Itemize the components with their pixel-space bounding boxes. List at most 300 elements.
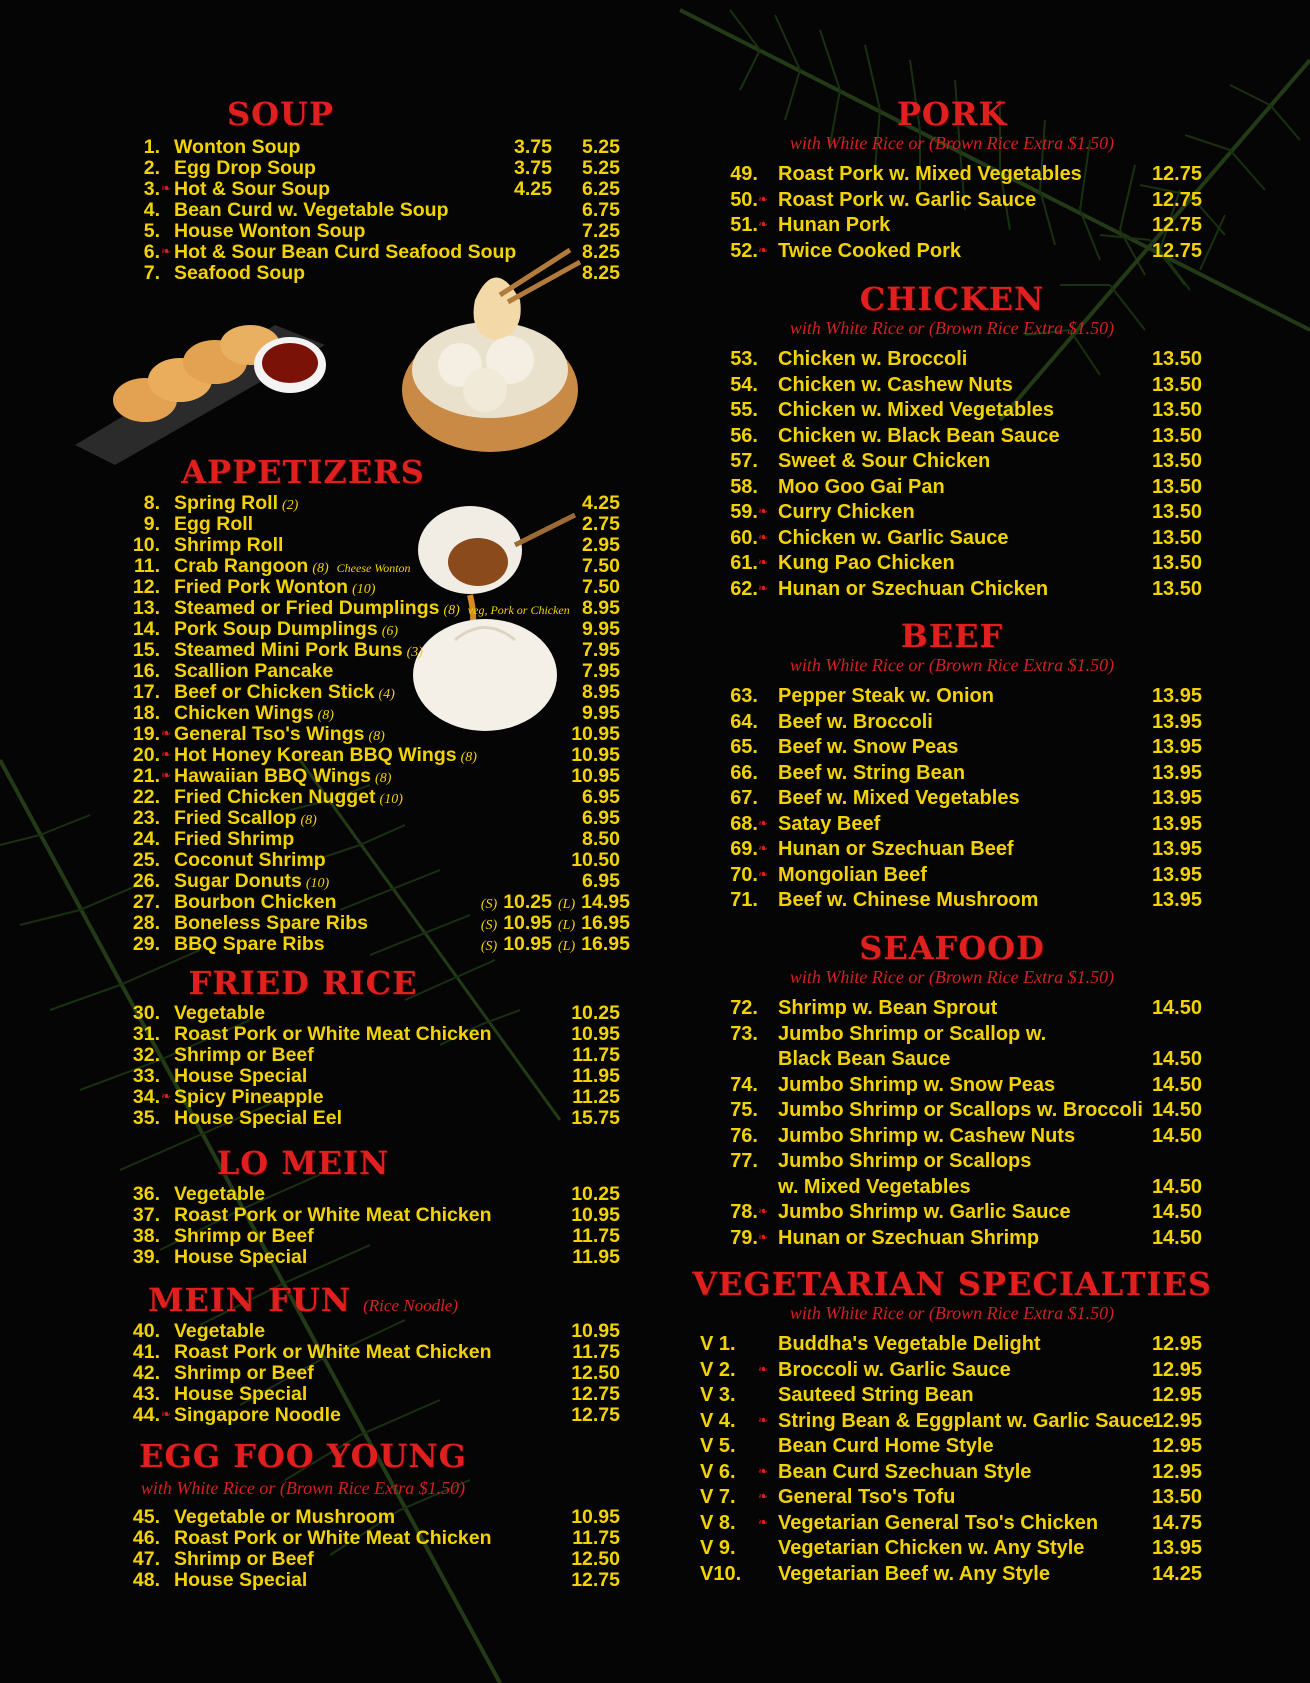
item-name [778, 1536, 1084, 1562]
menu-item [108, 933, 630, 955]
item-number: V 9. [700, 1537, 736, 1559]
item-price: 13.95 [1151, 710, 1202, 733]
item-number: 49. [730, 163, 758, 185]
item-price [558, 1342, 620, 1363]
menu-item [702, 812, 1222, 838]
item-name [174, 1045, 314, 1066]
price-value: 6.25 [582, 178, 620, 200]
menu-item [108, 891, 630, 913]
menu-item [108, 682, 620, 703]
item-name [778, 735, 958, 761]
item-name-text: Vegetarian General Tso's Chicken [778, 1511, 1099, 1534]
item-quantity: (10) [379, 792, 403, 807]
item-quantity: (8) [375, 771, 392, 786]
item-number: 72. [730, 997, 758, 1019]
item-price [558, 640, 620, 661]
menu-item [108, 1405, 620, 1426]
item-quantity: (10) [352, 582, 376, 597]
menu-item [702, 1098, 1222, 1124]
item-name [778, 1409, 1154, 1435]
menu-item [702, 398, 1222, 424]
item-price: 12.75 [1151, 214, 1202, 236]
item-name [778, 424, 1060, 450]
item-price [558, 242, 620, 263]
item-price: 14.25 [1151, 1562, 1202, 1585]
item-number: 6. [143, 241, 160, 263]
item-name [174, 1226, 314, 1247]
item-price [558, 766, 620, 787]
menu-list [108, 492, 630, 955]
item-name [174, 934, 325, 955]
size-label-large: (L) [558, 939, 576, 954]
item-price: 14.50 [1151, 1099, 1202, 1121]
price-value: 12.75 [571, 1569, 620, 1591]
item-name-text: Egg Drop Soup [174, 157, 316, 179]
chili-pepper-icon: ❧ [758, 1489, 769, 1503]
item-name-text: House Special Eel [174, 1107, 342, 1129]
item-price [558, 1108, 620, 1129]
chili-pepper-icon: ❧ [758, 841, 769, 855]
item-name-text: Beef w. Chinese Mushroom [778, 889, 1039, 911]
item-name-text: Roast Pork or White Meat Chicken [174, 1527, 492, 1549]
mein-fun-section [108, 1281, 620, 1426]
item-price [558, 493, 620, 514]
chili-pepper-icon: ❧ [161, 1089, 172, 1103]
item-price: 14.50 [1151, 1226, 1202, 1249]
item-name-text: Shrimp or Beef [174, 1548, 314, 1570]
price-value: 6.75 [582, 199, 620, 221]
item-name-text: Steamed or Fried Dumplings [174, 597, 440, 619]
item-price: 13.50 [1151, 373, 1202, 396]
item-number: 78. [730, 1201, 758, 1223]
item-name-text: Shrimp w. Bean Sprout [778, 997, 998, 1019]
price-value: 15.75 [571, 1107, 620, 1129]
item-name [174, 221, 365, 242]
menu-item [702, 996, 1222, 1022]
item-name-text: Hunan or Szechuan Beef [778, 838, 1014, 860]
item-number: 14. [132, 618, 160, 640]
item-price: 13.50 [1151, 424, 1202, 447]
price-value: 10.95 [571, 1204, 620, 1226]
item-name [174, 535, 283, 556]
item-number: 69. [730, 838, 758, 860]
item-name-text: String Bean & Eggplant w. Garlic Sauce [778, 1409, 1155, 1432]
item-price-small [478, 137, 552, 158]
section-title-text: MEIN FUN [147, 1281, 351, 1319]
item-number: 41. [132, 1341, 160, 1363]
item-name [778, 1022, 1158, 1073]
menu-item [702, 786, 1222, 812]
item-price: 13.95 [1151, 812, 1202, 835]
egg-foo-young-section [108, 1437, 620, 1591]
item-name-text: Jumbo Shrimp or Scallop w. [778, 1022, 1047, 1045]
menu-item [702, 1511, 1222, 1537]
item-name [174, 242, 516, 263]
chili-pepper-icon: ❧ [758, 191, 769, 206]
menu-item [702, 1332, 1222, 1358]
price-value: 4.25 [582, 492, 620, 514]
menu-item [702, 373, 1222, 399]
item-name-text: Vegetable [174, 1183, 266, 1205]
item-name [778, 347, 967, 373]
item-price [558, 263, 620, 284]
price-value: 4.25 [514, 178, 552, 200]
menu-item [108, 493, 620, 514]
item-name-text: General Tso's Wings [174, 723, 365, 745]
item-number: 12. [132, 576, 160, 598]
item-name [778, 1434, 994, 1460]
price-value: 5.25 [582, 157, 620, 179]
item-name [174, 1205, 491, 1226]
item-price [558, 1507, 620, 1528]
item-price [558, 1405, 620, 1426]
item-number: V 3. [700, 1384, 736, 1406]
menu-item [108, 1066, 620, 1087]
item-name-text: Hawaiian BBQ Wings [174, 765, 372, 787]
item-number: 40. [132, 1320, 160, 1342]
item-number: 23. [132, 807, 160, 829]
item-name [174, 1321, 265, 1342]
item-name [778, 1098, 1143, 1124]
item-number: 45. [132, 1506, 160, 1528]
size-label-large: (L) [558, 918, 576, 933]
item-name-text: Vegetable [174, 1002, 266, 1024]
price-value: 2.75 [582, 513, 620, 535]
price-value: 10.95 [571, 765, 620, 787]
price-value: 10.25 [503, 891, 552, 913]
item-number: 32. [132, 1044, 160, 1066]
price-value: 11.95 [572, 1065, 620, 1087]
size-label-small: (S) [480, 918, 498, 933]
item-name [778, 1073, 1055, 1099]
item-name-text: House Special [174, 1569, 308, 1591]
menu-item [108, 1226, 620, 1247]
menu-item [108, 1384, 620, 1405]
item-name [174, 1570, 307, 1591]
section-title [58, 1281, 548, 1319]
item-name [778, 1200, 1071, 1226]
item-name [174, 1549, 314, 1570]
item-name [778, 786, 1020, 812]
item-name [778, 863, 927, 889]
item-number: V 5. [700, 1435, 736, 1457]
item-number: 71. [730, 889, 758, 911]
item-number: 43. [132, 1383, 160, 1405]
item-price [558, 158, 620, 179]
price-value: 10.50 [571, 849, 620, 871]
price-value: 11.75 [572, 1044, 620, 1066]
menu-item [108, 535, 620, 556]
item-name [174, 829, 294, 850]
menu-item [108, 1108, 620, 1129]
item-number: 19. [132, 723, 160, 745]
item-name-text: Vegetarian Beef w. Any Style [778, 1562, 1050, 1585]
item-number: 58. [730, 475, 758, 498]
item-name [778, 239, 961, 265]
price-value: 10.25 [571, 1002, 620, 1024]
item-price [558, 829, 620, 850]
section-title: LO MEIN [216, 1144, 390, 1182]
item-price [558, 221, 620, 242]
item-price [558, 1003, 620, 1024]
item-name [778, 1460, 1031, 1486]
menu-item [108, 745, 620, 766]
item-name [778, 500, 915, 526]
menu-item [702, 1536, 1222, 1562]
item-name [174, 1384, 307, 1405]
menu-item [108, 200, 620, 221]
item-price: 13.95 [1151, 761, 1202, 784]
item-price: 12.75 [1151, 239, 1202, 262]
item-name-text: Spicy Pineapple [174, 1086, 324, 1108]
item-name [174, 1342, 491, 1363]
item-price: 13.50 [1151, 475, 1202, 498]
item-name-text: Hot & Sour Soup [174, 178, 330, 200]
chili-pepper-icon: ❧ [758, 555, 769, 569]
item-name [778, 162, 1082, 188]
item-price: 13.50 [1151, 1486, 1202, 1508]
price-value: 10.95 [503, 912, 552, 934]
item-number: 61. [730, 552, 758, 574]
item-name-text: Singapore Noodle [174, 1404, 341, 1426]
price-value: 12.75 [571, 1404, 620, 1426]
item-number: 36. [132, 1183, 160, 1205]
price-value: 12.50 [571, 1548, 620, 1570]
item-price: 12.95 [1151, 1358, 1202, 1381]
chili-pepper-icon: ❧ [758, 1514, 769, 1529]
item-number: 66. [730, 761, 758, 784]
chili-pepper-icon: ❧ [161, 726, 172, 740]
menu-item [108, 1570, 620, 1591]
item-name-text: Buddha's Vegetable Delight [778, 1333, 1041, 1355]
chili-pepper-icon: ❧ [758, 815, 769, 830]
menu-item [702, 863, 1222, 889]
item-note: veg, Pork or Chicken [467, 603, 570, 617]
item-number: 74. [730, 1073, 758, 1096]
section-title: SEAFOOD [859, 929, 1045, 967]
item-number: 75. [730, 1099, 758, 1121]
item-number: 29. [132, 933, 160, 955]
section-subtitle: with White Rice or (Brown Rice Extra $1.50) [789, 133, 1115, 153]
item-number: 57. [730, 450, 758, 472]
item-number: 35. [132, 1107, 160, 1129]
item-number: 7. [143, 262, 160, 284]
item-name-text: Beef w. Mixed Vegetables [778, 787, 1020, 809]
item-number: V 6. [700, 1460, 736, 1483]
price-value: 9.95 [582, 618, 620, 640]
item-name [778, 526, 1008, 552]
item-name-text: General Tso's Tofu [778, 1486, 956, 1508]
menu-item [702, 500, 1222, 526]
item-name [174, 1507, 395, 1528]
item-number: 64. [730, 710, 758, 733]
item-name-text: House Special [174, 1065, 308, 1087]
item-number: 27. [132, 891, 160, 913]
item-price: 13.50 [1151, 526, 1202, 549]
item-number: 73. [730, 1022, 758, 1045]
chili-pepper-icon: ❧ [161, 181, 172, 195]
item-name [778, 398, 1054, 424]
item-number: 54. [730, 373, 758, 396]
item-price [558, 179, 620, 200]
price-value: 16.95 [581, 933, 630, 955]
item-price [558, 577, 620, 598]
item-number: 34. [132, 1086, 160, 1108]
item-number: 56. [730, 424, 758, 447]
size-label-small: (S) [480, 897, 498, 912]
item-name [174, 514, 253, 535]
item-name [174, 1247, 307, 1268]
price-value: 2.95 [582, 534, 620, 556]
menu-item [108, 1205, 620, 1226]
item-name-text: Fried Pork Wonton [174, 576, 349, 598]
price-value: 7.95 [582, 660, 620, 682]
item-name-text: Fried Scallop [174, 807, 297, 829]
item-price: 12.95 [1151, 1384, 1202, 1406]
item-number: 67. [730, 787, 758, 809]
item-name [778, 888, 1038, 914]
menu-item [702, 213, 1222, 239]
menu-list [108, 1003, 620, 1129]
item-name-text: Jumbo Shrimp or Scallops w. Broccoli [778, 1099, 1143, 1121]
item-name [778, 1149, 1158, 1200]
item-number: 16. [132, 660, 160, 682]
item-name-text: Fried Shrimp [174, 828, 295, 850]
price-value: 9.95 [582, 702, 620, 724]
item-price: 14.50 [1151, 1175, 1202, 1198]
section-title: PORK [896, 95, 1008, 133]
price-value: 8.50 [582, 828, 620, 850]
chili-pepper-icon: ❧ [758, 580, 769, 595]
item-number: 33. [132, 1065, 160, 1087]
menu-item [702, 1434, 1222, 1460]
item-price: 13.50 [1151, 552, 1202, 574]
item-price [558, 1024, 620, 1045]
item-number: 77. [730, 1150, 758, 1172]
item-name [778, 188, 1036, 214]
item-price: 13.50 [1151, 399, 1202, 421]
menu-item [108, 640, 620, 661]
item-price [558, 1066, 620, 1087]
item-name [778, 1383, 974, 1409]
menu-list [702, 1332, 1222, 1587]
section-subtitle: with White Rice or (Brown Rice Extra $1.50) [789, 318, 1115, 338]
item-name [174, 892, 337, 913]
item-quantity: (6) [381, 624, 399, 639]
menu-item [108, 158, 620, 179]
lo-mein-section [108, 1144, 620, 1268]
item-name-text: Crab Rangoon [174, 555, 309, 577]
chili-pepper-icon: ❧ [758, 1463, 769, 1478]
menu-item [108, 556, 620, 577]
item-name-text: Broccoli w. Garlic Sauce [778, 1358, 1011, 1381]
item-number: 22. [132, 786, 160, 808]
item-name-text: Beef w. Snow Peas [778, 736, 959, 758]
item-quantity: (10) [305, 876, 330, 891]
menu-item [108, 1363, 620, 1384]
item-number: V 7. [700, 1486, 736, 1508]
menu-item [702, 551, 1222, 577]
item-name-text: Beef or Chicken Stick [174, 681, 375, 703]
item-name [174, 661, 333, 682]
item-price: 12.95 [1151, 1435, 1202, 1457]
item-number: 52. [730, 239, 758, 262]
item-number: 47. [132, 1548, 160, 1570]
item-price-small [478, 158, 552, 179]
item-price [558, 1087, 620, 1108]
item-price [558, 724, 620, 745]
item-name [174, 1184, 265, 1205]
item-price: 13.95 [1151, 838, 1202, 860]
item-name [778, 577, 1048, 603]
item-number: 42. [132, 1362, 160, 1384]
menu-item [702, 684, 1222, 710]
item-price: 13.50 [1151, 501, 1202, 523]
price-value: 11.25 [572, 1086, 620, 1108]
item-name-text: Chicken w. Cashew Nuts [778, 373, 1013, 396]
item-name [778, 551, 955, 577]
item-number: 10. [132, 534, 160, 556]
price-value: 11.95 [572, 1246, 620, 1268]
item-number: V 8. [700, 1511, 736, 1534]
price-value: 6.95 [582, 870, 620, 892]
item-name-text: Pepper Steak w. Onion [778, 685, 994, 707]
item-price: 12.95 [1151, 1333, 1202, 1355]
item-note: Cheese Wonton [336, 561, 411, 575]
item-name-text: Satay Beef [778, 812, 881, 835]
menu-item [108, 137, 620, 158]
price-value: 8.25 [582, 262, 620, 284]
item-name-text: Hunan Pork [778, 214, 891, 236]
item-price [558, 1549, 620, 1570]
price-value: 10.95 [571, 1320, 620, 1342]
item-name [174, 179, 330, 200]
item-quantity: (8) [460, 750, 477, 765]
menu-item [702, 475, 1222, 501]
item-price [558, 850, 620, 871]
item-name-text: Boneless Spare Ribs [174, 912, 368, 934]
item-name-text: Twice Cooked Pork [778, 239, 962, 262]
price-value: 11.75 [572, 1225, 620, 1247]
item-name [174, 1024, 491, 1045]
item-price: 13.50 [1151, 348, 1202, 370]
item-name [778, 996, 997, 1022]
item-price [558, 1363, 620, 1384]
item-price: 13.95 [1151, 889, 1202, 911]
price-value: 10.95 [571, 1506, 620, 1528]
item-name-text: Pork Soup Dumplings [174, 618, 378, 640]
item-price: 13.50 [1151, 450, 1202, 472]
menu-item [108, 514, 620, 535]
item-price: 13.50 [1151, 577, 1202, 600]
item-name-text: Shrimp or Beef [174, 1362, 314, 1384]
price-value: 8.95 [582, 681, 620, 703]
item-name-text: Bean Curd w. Vegetable Soup [174, 199, 449, 221]
item-number: 37. [132, 1204, 160, 1226]
menu-item [108, 808, 620, 829]
price-value: 12.75 [571, 1383, 620, 1405]
menu-item [702, 1460, 1222, 1486]
menu-item [702, 1200, 1222, 1226]
price-value: 14.95 [581, 891, 630, 913]
chili-pepper-icon: ❧ [161, 244, 172, 258]
item-price [558, 787, 620, 808]
item-name-text: Scallion Pancake [174, 660, 334, 682]
item-number: 46. [132, 1527, 160, 1549]
price-value: 10.95 [503, 933, 552, 955]
item-number: 55. [730, 399, 758, 421]
item-name-text: Roast Pork or White Meat Chicken [174, 1023, 492, 1045]
